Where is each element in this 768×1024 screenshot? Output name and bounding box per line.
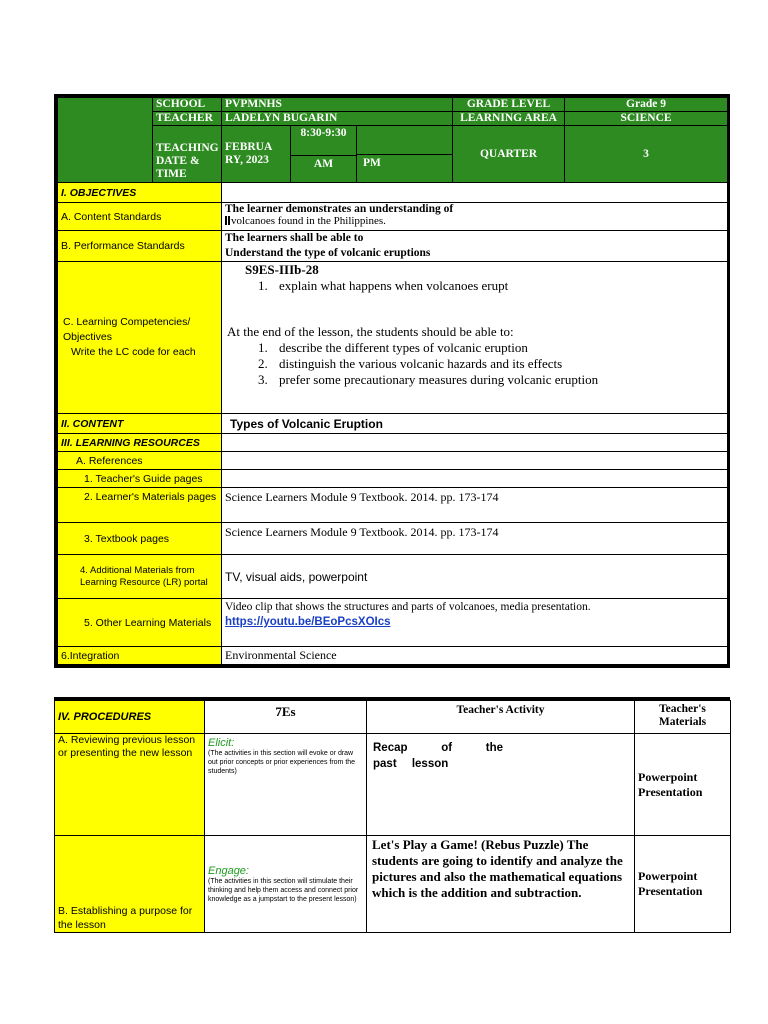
teachers-guide-label: 1. Teacher's Guide pages xyxy=(58,470,222,488)
grade-level-label: GRADE LEVEL xyxy=(453,98,565,112)
content-value: Types of Volcanic Eruption xyxy=(222,414,728,434)
other-materials-value xyxy=(222,599,728,647)
grade-level-value: Grade 9 xyxy=(565,98,728,112)
col-teachers-materials: Teacher's Materials xyxy=(635,701,731,734)
text-marker-icon xyxy=(225,216,227,225)
time-cell xyxy=(291,126,357,183)
lc-item: 1. explain what happens when volcanoes erupt xyxy=(271,278,724,294)
teachers-guide-blank xyxy=(222,470,728,488)
quarter-label: QUARTER xyxy=(453,126,565,183)
row-b-7es xyxy=(205,836,367,933)
row-a-label: A. Reviewing previous lesson or presenting the new lesson xyxy=(55,734,205,836)
elicit-note: (The activities in this section will evoke or draw out prior concepts or prior experiences from the students) xyxy=(208,750,356,775)
lc-objective-1: 1. describe the different types of volcanic eruption xyxy=(271,340,724,356)
row-a-activity xyxy=(367,734,635,836)
lc-code: S9ES-IIIb-28 xyxy=(245,262,319,277)
textbook-pages-value: Science Learners Module 9 Textbook. 2014. pp. 173-174 xyxy=(222,523,728,555)
references-blank xyxy=(222,452,728,470)
row-a-activity-text: Recap of the past lesson xyxy=(373,742,503,770)
teaching-date-label: TEACHING DATE & TIME xyxy=(153,126,222,183)
content-heading: II. CONTENT xyxy=(58,414,222,434)
am-label: AM xyxy=(313,158,334,170)
lc-label-line1: C. Learning Competencies/ Objectives xyxy=(63,316,191,343)
content-standards-line2: volcanoes found in the Philippines. xyxy=(231,215,386,227)
header-blank-cell xyxy=(58,98,153,183)
learning-competencies-label xyxy=(58,262,222,414)
learners-materials-value: Science Learners Module 9 Textbook. 2014. pp. 173-174 xyxy=(222,488,728,523)
teaching-date-value: FEBRUA RY, 2023 xyxy=(222,126,291,183)
school-value: PVPMNHS xyxy=(222,98,453,112)
learning-area-label: LEARNING AREA xyxy=(453,112,565,126)
other-materials-text: Video clip that shows the structures and parts of volcanoes, media presentation. xyxy=(225,601,591,613)
learning-area-value: SCIENCE xyxy=(565,112,728,126)
school-label: SCHOOL xyxy=(153,98,222,112)
learning-resources-blank xyxy=(222,434,728,452)
lc-objective-3: 3. prefer some precautionary measures during volcanic eruption xyxy=(271,372,724,388)
time-value: 8:30-9:30 xyxy=(291,126,356,156)
engage-label: Engage: xyxy=(208,864,249,877)
learning-competencies-value xyxy=(222,262,728,414)
content-standards-label: A. Content Standards xyxy=(58,203,222,231)
procedures-heading: IV. PROCEDURES xyxy=(55,701,205,734)
procedures-table xyxy=(54,697,730,933)
row-b-label: B. Establishing a purpose for the lesson xyxy=(55,836,205,933)
col-teachers-activity: Teacher's Activity xyxy=(367,701,635,734)
performance-standards-line1: The learners shall be able to xyxy=(225,232,364,244)
engage-note: (The activities in this section will stimulate their thinking and help them access and connect prior knowledge as a jumpstart to the present lesson) xyxy=(208,877,359,903)
learners-materials-label: 2. Learner's Materials pages xyxy=(58,488,222,523)
pm-label: PM xyxy=(363,157,381,169)
col-7es: 7Es xyxy=(205,701,367,734)
elicit-label: Elicit: xyxy=(208,737,235,749)
performance-standards-value xyxy=(222,231,728,262)
lc-label-line2: Write the LC code for each xyxy=(71,346,196,358)
integration-label: 6.Integration xyxy=(58,647,222,665)
row-b-activity: Let's Play a Game! (Rebus Puzzle) The students are going to identify and analyze the pictures and also the mathematical equations which is the addition and subtraction. xyxy=(367,836,635,933)
objectives-blank xyxy=(222,183,728,203)
performance-standards-label: B. Performance Standards xyxy=(58,231,222,262)
objectives-heading: I. OBJECTIVES xyxy=(58,183,222,203)
teacher-value: LADELYN BUGARIN xyxy=(222,112,453,126)
row-a-materials: Powerpoint Presentation xyxy=(635,734,731,836)
quarter-value: 3 xyxy=(565,126,728,183)
performance-standards-line2: Understand the type of volcanic eruptions xyxy=(225,247,431,259)
row-a-7es xyxy=(205,734,367,836)
additional-materials-value: TV, visual aids, powerpoint xyxy=(222,555,728,599)
youtube-link[interactable]: https://youtu.be/BEoPcsXOIcs xyxy=(225,616,391,628)
lc-objective-2: 2. distinguish the various volcanic hazards and its effects xyxy=(271,356,724,372)
row-b-materials: Powerpoint Presentation xyxy=(635,836,731,933)
content-standards-value xyxy=(222,203,728,231)
teacher-label: TEACHER xyxy=(153,112,222,126)
pm-cell xyxy=(357,126,453,183)
lesson-plan-table xyxy=(54,94,730,668)
lc-intro: At the end of the lesson, the students should be able to: xyxy=(227,324,514,339)
content-standards-line1: The learner demonstrates an understanding of xyxy=(225,203,454,215)
other-materials-label: 5. Other Learning Materials xyxy=(58,599,222,647)
additional-materials-label: 4. Additional Materials from Learning Resource (LR) portal xyxy=(58,555,222,599)
references-label: A. References xyxy=(58,452,222,470)
learning-resources-heading: III. LEARNING RESOURCES xyxy=(58,434,222,452)
textbook-pages-label: 3. Textbook pages xyxy=(58,523,222,555)
integration-value: Environmental Science xyxy=(222,647,728,665)
